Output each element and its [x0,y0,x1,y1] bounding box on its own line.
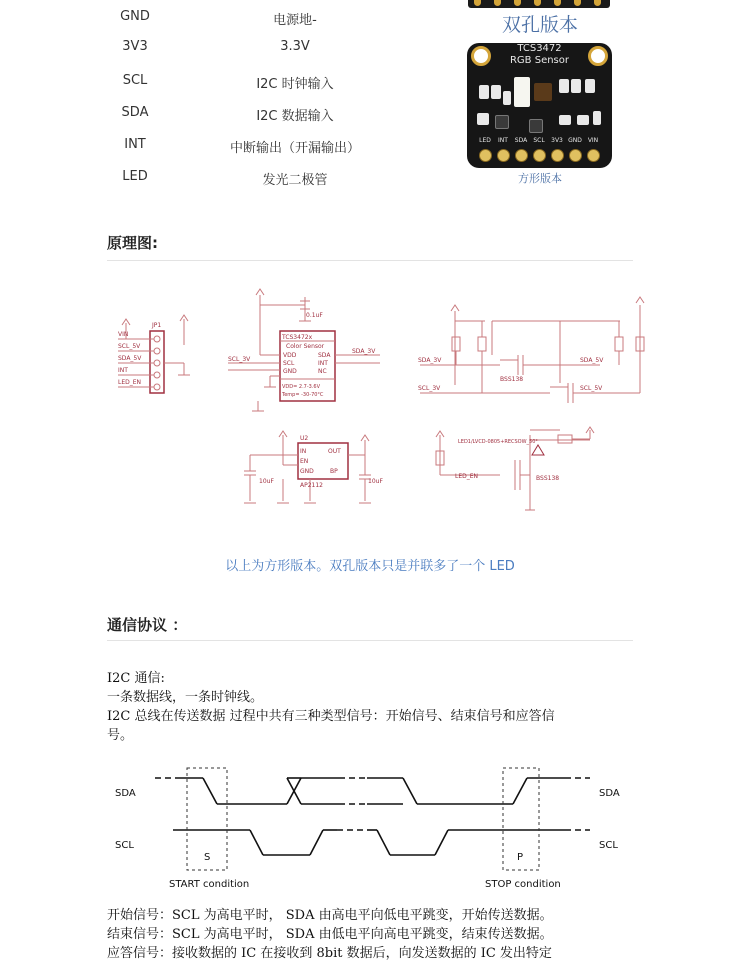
pin-row [0,169,420,199]
pin-name: 3V3 [122,39,148,54]
protocol-intro [107,669,637,745]
pin-name: LED [122,169,148,184]
scl-label-right: SCL [599,840,618,851]
protocol-heading: 通信协议 ： [107,616,188,634]
signal-explanations [107,906,637,963]
schematic-label: VDD [283,352,297,359]
ic-component [529,119,543,133]
schematic-heading: 原理图: [107,234,158,252]
smd-component [503,91,511,105]
board-pin-label: LED [479,137,491,144]
schematic-label: SDA_5V [580,357,604,364]
schematic-label: BP [330,468,338,475]
mounting-hole [588,46,608,66]
pin-name: GND [120,9,150,24]
schematic-label: SCL_5V [580,385,603,392]
schematic-label: OUT [328,448,341,455]
stop-box-label: P [517,852,524,863]
schematic-label: 10uF [259,478,274,485]
schematic-label: BSS138 [500,376,524,383]
board-pin-label: SDA [514,137,528,144]
text-line: 号。 [107,728,134,743]
board-title: TCS3472 [517,43,562,54]
pin-row [0,137,420,167]
smd-component [577,115,589,125]
solder-pad [533,149,546,162]
schematic-label: U2 [300,435,309,442]
schematic-label: SDA_5V [118,355,142,362]
smd-component [571,79,581,93]
schematic-label: VDD= 2.7-3.6V [282,384,321,390]
text-line: 开始信号：SCL 为高电平时， SDA 由高电平向低电平跳变，开始传送数据。 [107,908,553,923]
text-line: I2C 通信: [107,671,165,686]
pin-description: 发光二极管 [262,173,328,188]
solder-pad [587,149,600,162]
schematic-label: LED_EN [455,473,479,480]
schematic-label: SCL [283,360,295,367]
board-subtitle: RGB Sensor [509,55,569,66]
ic-component [495,115,509,129]
scl-label: SCL [115,840,134,851]
schematic-label: SDA_3V [418,357,442,364]
board-pin-label: SCL [533,137,545,144]
solder-pad [551,149,564,162]
schematic-label: SCL_3V [418,385,441,392]
schematic-label: SCL_3V [228,356,251,363]
schematic-label: SDA [318,352,331,359]
pin-row [0,9,420,39]
double-hole-board-image [468,0,610,8]
solder-pad [515,149,528,162]
pin-name: SDA [121,105,149,120]
pin-name: INT [124,137,146,152]
pin-row [0,73,420,103]
schematic-label: SCL_5V [118,343,141,350]
schematic-label: LED_EN [118,379,142,386]
schematic-label: NC [318,368,327,375]
smd-component [593,111,601,125]
schematic-label: 10uF [368,478,383,485]
schematic-label: AP2112 [300,482,323,489]
solder-pad [569,149,582,162]
pin-row [0,105,420,135]
pin-row [0,39,420,69]
pin-description: I2C 数据输入 [256,109,334,124]
sda-label-right: SDA [599,788,620,799]
board-pin-label: GND [568,137,582,144]
pin-description: 中断输出（开漏输出） [229,141,360,156]
schematic-label: Temp= -30-70°C [282,392,324,398]
solder-pad [479,149,492,162]
double-hole-caption: 双孔版本 [501,14,578,36]
schematic-label: EN [300,458,309,465]
schematic-label: SDA_3V [352,348,376,355]
smd-component [559,115,571,125]
smd-component [585,79,595,93]
schematic-caption: 以上为方形版本。双孔版本只是并联多了一个 LED [225,559,515,574]
smd-component [559,79,569,93]
schematic-label: TCS3472x [282,334,313,341]
i2c-timing-diagram [105,758,635,898]
text-line: 结束信号：SCL 为高电平时， SDA 由低电平向高电平跳变，结束传送数据。 [107,927,553,942]
schematic-label: INT [118,367,128,374]
mounting-hole [471,46,491,66]
schematic-label: Color Sensor [286,343,325,350]
divider [107,640,633,641]
board-pin-label: INT [498,137,508,144]
square-caption: 方形版本 [518,172,562,185]
board-pin-label: 3V3 [551,137,563,144]
start-condition-label: START condition [169,879,250,890]
schematic-label: VIN [118,331,129,338]
schematic-label: GND [283,368,297,375]
divider [107,260,633,261]
pin-name: SCL [122,73,148,88]
pin-description: 电源地- [273,13,317,28]
square-board-image [467,43,612,168]
schematic-label: BSS138 [536,475,560,482]
stop-condition-label: STOP condition [485,879,561,890]
schematic-label: 0.1uF [306,312,323,319]
text-line: 应答信号：接收数据的 IC 在接收到 8bit 数据后，向发送数据的 IC 发出特定 [107,946,552,961]
schematic-label: LED1/LVCD-0805+RECSOW_50° [458,439,538,445]
led-component [514,77,530,107]
pin-description: 3.3V [280,39,310,54]
smd-component [477,113,489,125]
text-line: 一条数据线，一条时钟线。 [107,690,264,705]
smd-component [491,85,501,99]
schematic-label: JP1 [152,322,162,329]
pin-description: I2C 时钟输入 [256,77,334,92]
board-pin-label: VIN [587,137,599,144]
schematic-label: GND [300,468,314,475]
start-box-label: S [204,852,211,863]
sda-label: SDA [115,788,136,799]
smd-component [479,85,489,99]
text-line: I2C 总线在传送数据 过程中共有三种类型信号：开始信号、结束信号和应答信 [107,709,555,724]
solder-pad [497,149,510,162]
schematic-label: INT [318,360,328,367]
schematic-diagram [100,275,660,525]
schematic-label: IN [300,448,307,455]
sensor-chip [534,83,552,101]
